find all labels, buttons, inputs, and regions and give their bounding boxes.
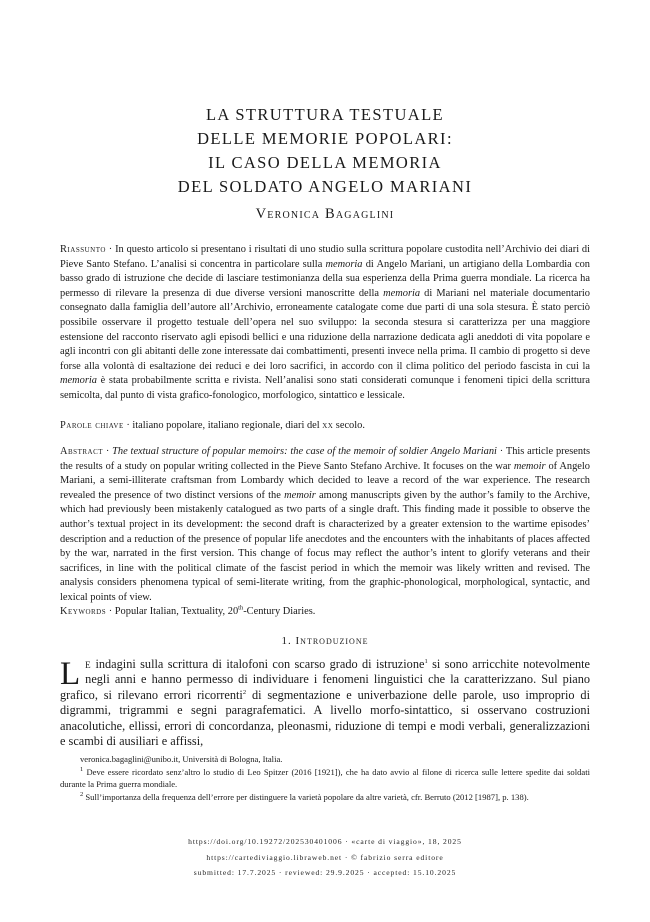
abstract-text: among manuscripts given by the author’s family to the Archive, which had previously been mistakenly catalogued as two parts of a single draft. This finding made it possible to observe the author’s textual project in its development: the second draft is characterized by a greater extension to the wartime episodes’ description and a reduction of the presence of popular life anecdotes and the encounters with the inhabitants of places affected by the war, narrated in the first version. This change of focus may reflect the author’s intent to glorify veterans and their sacrifices, in line with the political climate of the fascist period in which the memoir was likely written and revised. The analysis considers phenomena typical of semi-literate writing, from the graphic-phonological, morphological, syntactic, and lexical points of view. bbox=[60, 489, 590, 603]
parole-text: italiano popolare, italiano regionale, diari del bbox=[132, 420, 323, 431]
riassunto-emphasis: memoria bbox=[383, 287, 421, 299]
keywords-heading: Keywords bbox=[60, 606, 107, 617]
intro-text: si sono arricchite notevolmente negli anni e hanno permesso di individuare i fenomeni linguistici che la caratterizzano. Sul piano grafico, si rilevano errori ricorrenti bbox=[60, 657, 590, 702]
riassunto-text: In questo articolo si presentano i risultati di uno studio sulla scrittura popolare custodita nell’Archivio dei diari di Pieve Santo Stefano. L’analisi si concentra in particolare sulla bbox=[60, 244, 591, 270]
footnote-number: 1 bbox=[80, 766, 84, 774]
century-numeral: xx bbox=[322, 420, 334, 431]
intro-text: indagini sulla scrittura di italofoni con scarso grado di istruzione bbox=[91, 657, 425, 671]
footnotes bbox=[60, 754, 590, 804]
parole-chiave-line bbox=[60, 419, 590, 434]
keywords-text: -Century Diaries. bbox=[243, 606, 316, 617]
parole-heading: Parole chiave bbox=[60, 420, 124, 431]
keywords-text: Popular Italian, Textuality, 20 bbox=[114, 606, 239, 617]
intro-lead: e bbox=[85, 657, 92, 671]
title-line: DELLE MEMORIE POPOLARI: bbox=[197, 129, 453, 148]
title-line: IL CASO DELLA MEMORIA bbox=[208, 153, 442, 172]
parole-text: secolo. bbox=[333, 420, 365, 431]
title-line: LA STRUTTURA TESTUALE bbox=[205, 105, 445, 124]
article-title bbox=[60, 103, 590, 199]
riassunto-text: di Mariani nel materiale documentario consegnato dalla famiglia dell’autore all’Archivio, erroneamente catalogate come due parti di una sola stesura. È stato perciò possibile osservare il progetto testuale dell’opera nel suo sviluppo: la seconda stesura si caratterizza per una maggiore estensione del racconto riservato agli episodi bellici e una riduzione della narrazione dedicata agli aneddoti di vita popolare e agli incontri con gli abitanti delle zone interessate dai combattimenti, presenti invece nella prima. Il cambio di progetto si deve forse alla volontà di esaltazione dei reduci e dei loro sacrifici, in accordo con il clima politico del periodo fascista in cui la bbox=[60, 287, 590, 372]
separator: · bbox=[106, 606, 115, 617]
riassunto-heading: Riassunto bbox=[60, 244, 106, 255]
footnote-text: Sull’importanza della frequenza dell’errore per distinguere la varietà popolare da altre varietà, cfr. Berruto (2012 [1987], p. 138). bbox=[85, 792, 529, 803]
footer-dates-line: submitted: 17.7.2025 · reviewed: 29.9.2025 · accepted: 15.10.2025 bbox=[193, 868, 457, 877]
riassunto-text: è stata probabilmente scritta e rivista. Nell’analisi sono stati considerati comunque i fenomeni tipici della scrittura semicolta, dal punto di vista grafico-fonologico, morfologico, sintattico e lessicale. bbox=[60, 375, 590, 401]
section-heading: 1. Introduzione bbox=[281, 635, 369, 647]
abstract-emphasis: memoir bbox=[284, 489, 316, 501]
author-affiliation: veronica.bagaglini@unibo.it, Università di Bologna, Italia. bbox=[80, 754, 283, 764]
abstract-heading: Abstract bbox=[60, 446, 104, 457]
footnote bbox=[60, 767, 590, 790]
riassunto-paragraph bbox=[60, 243, 590, 404]
abstract-text: · This article presents the results of a study on popular writing collected in the Pieve Santo Stefano Archive. It focuses on the war bbox=[60, 446, 591, 472]
drop-cap: L bbox=[60, 656, 81, 692]
author-name: Veronica Bagaglini bbox=[255, 206, 395, 222]
riassunto-text: di Angelo Mariani, un artigiano della Lombardia con basso grado di istruzione che decide di lasciare testimonianza della sua esperienza della Prima guerra mondiale. La ricerca ha permesso di rilevare la presenza di due diverse versioni manoscritte della bbox=[60, 258, 590, 299]
riassunto-emphasis: memoria bbox=[60, 375, 97, 387]
footnote-ref[interactable]: 1 bbox=[424, 657, 428, 665]
intro-text: di segmentazione e univerbazione delle parole, uso improprio di digrammi, trigrammi e segni paragrafematici. A livello morfo-sintattico, si osservano costruzioni anacolutiche, ellissi, errori di concordanza, pleonasmi, riduzione di tempi e modi verbali, generalizzazioni e scambi di ausiliari e affissi, bbox=[60, 687, 590, 749]
separator: · bbox=[123, 420, 133, 431]
footnote-ref[interactable]: 2 bbox=[242, 688, 247, 696]
footer-publisher-line[interactable]: https://cartediviaggio.libraweb.net · © fabrizio serra editore bbox=[206, 853, 444, 862]
riassunto-emphasis: memoria bbox=[325, 258, 363, 270]
footer-doi-line[interactable]: https://doi.org/10.19272/202530401006 · «carte di viaggio», 18, 2025 bbox=[188, 837, 462, 846]
abstract-text: of Angelo Mariani, a semi-illiterate craftsman from Lombardy which decided to leave a record of the war experience. The research revealed the presence of two distinct versions of the bbox=[60, 460, 590, 501]
footnote-text: Deve essere ricordato senz’altro lo studio di Leo Spitzer (2016 [1921]), che ha dato avvio al filone di ricerca sulle lettere spedite dai soldati durante la Prima guerra mondiale. bbox=[60, 767, 591, 789]
ordinal-suffix: th bbox=[238, 604, 244, 612]
separator: · bbox=[105, 244, 116, 255]
footnote-number: 2 bbox=[80, 791, 84, 799]
title-line: DEL SOLDATO ANGELO MARIANI bbox=[177, 177, 473, 196]
abstract-emphasis: memoir bbox=[513, 460, 546, 472]
separator: · bbox=[103, 446, 113, 457]
footnote bbox=[60, 792, 590, 803]
intro-paragraph bbox=[60, 657, 590, 749]
keywords-line bbox=[60, 605, 590, 620]
abstract-paragraph bbox=[60, 445, 590, 606]
abstract-title: The textual structure of popular memoirs: the case of the memoir of soldier Angelo Mariani bbox=[112, 446, 497, 457]
